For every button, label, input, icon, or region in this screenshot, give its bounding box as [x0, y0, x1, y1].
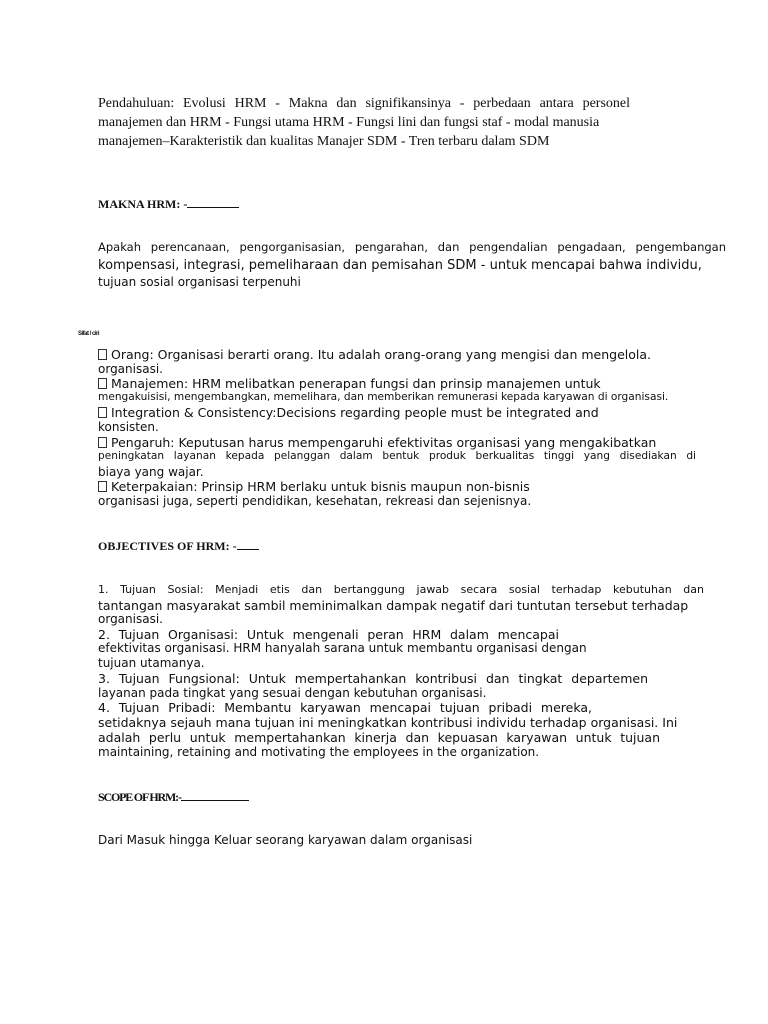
objective-line: 4. Tujuan Pribadi: Membantu karyawan mencapai tujuan pribadi mereka,: [98, 700, 592, 715]
feature-orang-line-2: organisasi.: [98, 362, 163, 376]
feature-item-pengaruh: [98, 435, 656, 450]
scope-heading-text: SCOPE OF HRM:-: [98, 790, 181, 804]
bullet-box-icon: [98, 481, 107, 492]
feature-orang-line-1: Orang: Organisasi berarti orang. Itu adalah orang-orang yang mengisi dan mengelola.: [111, 347, 651, 362]
objective-line: 3. Tujuan Fungsional: Untuk mempertahankan kontribusi dan tingkat departemen: [98, 671, 648, 686]
objectives-heading: [98, 538, 259, 554]
objective-line: tujuan utamanya.: [98, 656, 205, 670]
bullet-box-icon: [98, 378, 107, 389]
scope-text: Dari Masuk hingga Keluar seorang karyawan dalam organisasi: [98, 833, 473, 847]
objectives-heading-underline: [237, 538, 259, 550]
objective-line: maintaining, retaining and motivating the employees in the organization.: [98, 745, 540, 759]
objective-line: setidaknya sejauh mana tujuan ini meningkatkan kontribusi individu terhadap organisasi. Ini: [98, 715, 678, 730]
feature-integration-line-1: Integration & Consistency:Decisions regarding people must be integrated and: [111, 405, 599, 420]
feature-keterpakaian-line-1: Keterpakaian: Prinsip HRM berlaku untuk bisnis maupun non-bisnis: [111, 479, 530, 494]
feature-pengaruh-line-2: peningkatan layanan kepada pelanggan dalam bentuk produk berkualitas tinggi yang disediakan di: [98, 450, 696, 462]
objective-line: adalah perlu untuk mempertahankan kinerja dan kepuasan karyawan untuk tujuan: [98, 730, 660, 745]
bullet-box-icon: [98, 407, 107, 418]
feature-manajemen-line-1: Manajemen: HRM melibatkan penerapan fungsi dan prinsip manajemen untuk: [111, 376, 601, 391]
feature-pengaruh-line-1: Pengaruh: Keputusan harus mempengaruhi efektivitas organisasi yang mengakibatkan: [111, 435, 657, 450]
features-small-label: Sifat / ciri: [78, 331, 100, 337]
makna-heading: [98, 196, 239, 212]
feature-item-integration: [98, 405, 599, 420]
scope-heading: [98, 789, 249, 805]
feature-item-manajemen: [98, 376, 601, 391]
intro-line-2: manajemen dan HRM - Fungsi utama HRM - Fungsi lini dan fungsi staf - modal manusia: [98, 115, 600, 130]
intro-line-1: Pendahuluan: Evolusi HRM - Makna dan signifikansinya - perbedaan antara personel: [98, 96, 630, 111]
scope-heading-underline: [181, 789, 249, 801]
feature-item-keterpakaian: [98, 479, 530, 494]
objective-line: 1. Tujuan Sosial: Menjadi etis dan bertanggung jawab secara sosial terhadap kebutuhan dan: [98, 583, 704, 596]
objective-line: efektivitas organisasi. HRM hanyalah sarana untuk membantu organisasi dengan: [98, 641, 587, 655]
objectives-heading-text: OBJECTIVES OF HRM: -: [98, 539, 237, 553]
makna-line-1: Apakah perencanaan, pengorganisasian, pengarahan, dan pengendalian pengadaan, pengembangan: [98, 240, 726, 254]
objective-line: layanan pada tingkat yang sesuai dengan kebutuhan organisasi.: [98, 686, 487, 700]
feature-integration-line-2: konsisten.: [98, 420, 159, 434]
objective-line: organisasi.: [98, 612, 163, 626]
feature-item-orang: [98, 347, 651, 362]
objective-line: tantangan masyarakat sambil meminimalkan dampak negatif dari tuntutan tersebut terhadap: [98, 598, 689, 613]
makna-line-2: kompensasi, integrasi, pemeliharaan dan pemisahan SDM - untuk mencapai bahwa individu,: [98, 258, 702, 273]
objective-line: 2. Tujuan Organisasi: Untuk mengenali peran HRM dalam mencapai: [98, 627, 559, 642]
makna-heading-underline: [187, 196, 239, 208]
bullet-box-icon: [98, 437, 107, 448]
makna-line-3: tujuan sosial organisasi terpenuhi: [98, 275, 301, 289]
bullet-box-icon: [98, 349, 107, 360]
feature-pengaruh-line-3: biaya yang wajar.: [98, 465, 204, 479]
feature-keterpakaian-line-2: organisasi juga, seperti pendidikan, kesehatan, rekreasi dan sejenisnya.: [98, 494, 532, 508]
feature-manajemen-line-2: mengakuisisi, mengembangkan, memelihara, dan memberikan remunerasi kepada karyawan di organisasi.: [98, 391, 669, 403]
makna-heading-text: MAKNA HRM: -: [98, 197, 188, 211]
intro-line-3: manajemen–Karakteristik dan kualitas Manajer SDM - Tren terbaru dalam SDM: [98, 134, 550, 149]
